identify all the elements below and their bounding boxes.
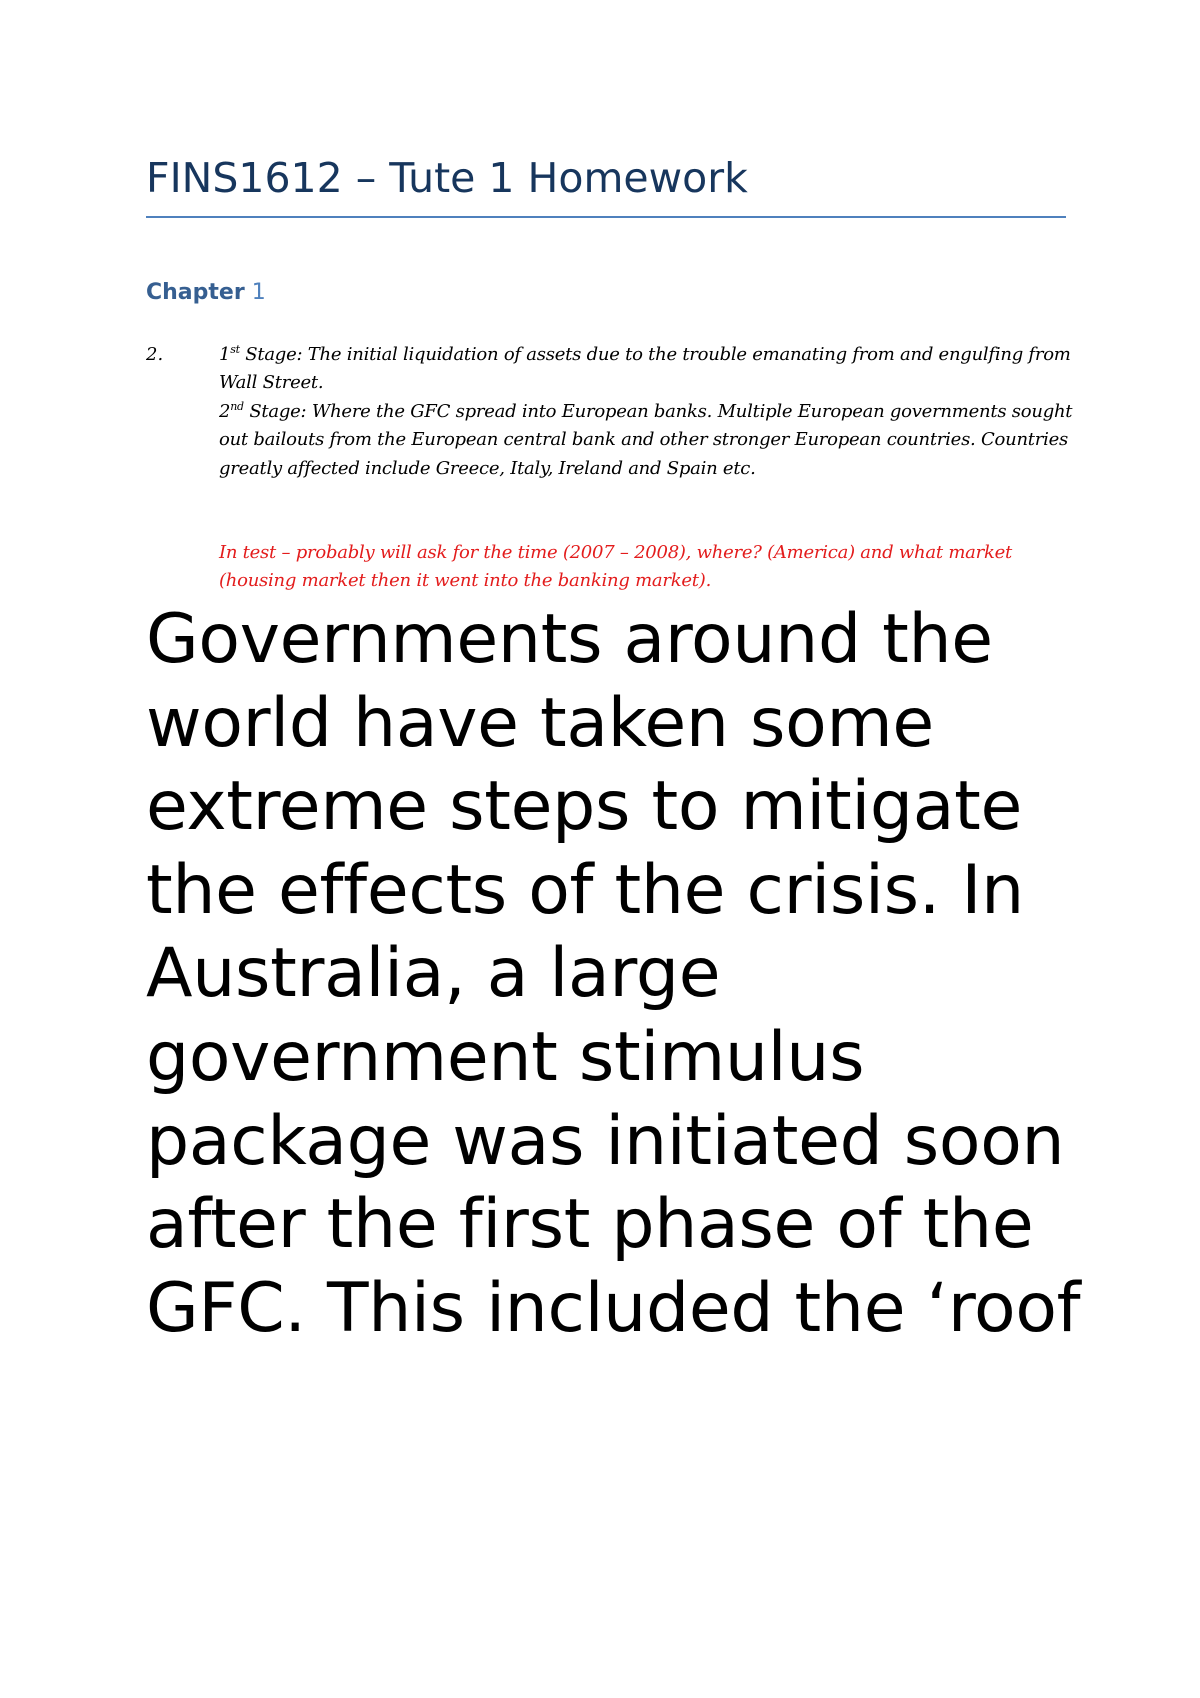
stage-1-text: Stage: The initial liquidation of assets due to the trouble emanating from and engulfing from Wall Street.: [219, 344, 1071, 394]
question-number: 2.: [146, 344, 164, 365]
stage-2-paragraph: [219, 398, 1079, 483]
stage-2-text: Stage: Where the GFC spread into European banks. Multiple European governments sought out bailouts from the European central bank and other stronger European countries. Countries greatly affected include Greece, Italy, Ireland and Spain etc.: [219, 400, 1073, 479]
large-passage: Governments around the world have taken some extreme steps to mitigate the effects of the crisis. In Australia, a large government stimulus package was initiated soon after the first phase of the GFC. This included the ‘roof: [146, 600, 1081, 1348]
stage-2-ordinal: 2: [219, 400, 231, 422]
stage-1-ordinal: 1: [219, 344, 231, 365]
document-title: FINS1612 – Tute 1 Homework: [146, 154, 748, 202]
stage-1-suffix: st: [230, 343, 240, 356]
chapter-heading: [146, 278, 266, 308]
stage-2-suffix: nd: [230, 399, 244, 413]
question-answer: [219, 341, 1079, 483]
test-note: In test – probably will ask for the time (2007 – 2008), where? (America) and what market (housing market then it went into the banking market).: [219, 542, 1013, 592]
chapter-label: Chapter: [146, 280, 245, 305]
chapter-number: 1: [251, 280, 266, 305]
title-underline: [146, 216, 1066, 218]
stage-1-paragraph: [219, 341, 1079, 398]
